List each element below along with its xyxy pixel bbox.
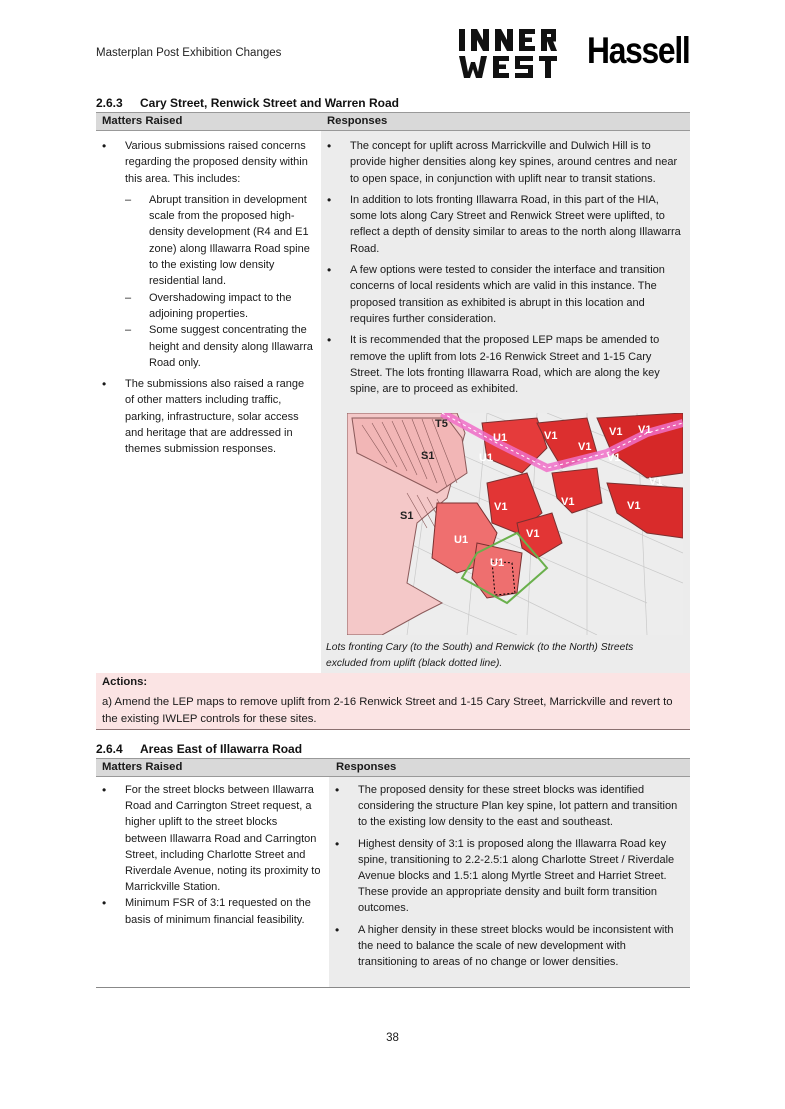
response-item: • A few options were tested to consider the interface and transition concerns of local residents which are valid in this instance. The proposed transition as exhibited is abrupt in this location and requires further consideration. (321, 262, 684, 327)
section-number: 2.6.4 (96, 742, 123, 756)
column-header-matters: Matters Raised (96, 113, 321, 131)
response-item: • In addition to lots fronting Illawarra Road, in this part of the HIA, some lots along Cary Street and Renwick Street were uplifted, to reflect a depth of density similar to areas to the north along Illawarra Road. (321, 192, 684, 257)
response-item: • The concept for uplift across Marrickville and Dulwich Hill is to provide higher densities along key spines, around centres and near to open space, in conjunction with uplift near to transit stations. (321, 138, 684, 187)
document-title: Masterplan Post Exhibition Changes (96, 47, 282, 59)
map-label-s1: S1 (400, 510, 414, 522)
matter-item (96, 138, 313, 371)
map-label-v1: V1 (607, 452, 621, 464)
section-heading-2-6-3 (96, 96, 399, 110)
hassell-logo: Hassell (587, 30, 690, 71)
matter-item: • Minimum FSR of 3:1 requested on the basis of minimum financial feasibility. (96, 895, 321, 927)
inner-west-logo (457, 26, 557, 80)
section-title: Cary Street, Renwick Street and Warren Road (140, 96, 399, 110)
column-header-responses: Responses (329, 759, 690, 777)
matters-cell (96, 777, 329, 988)
section-number: 2.6.3 (96, 96, 123, 110)
actions-heading: Actions: (102, 676, 148, 688)
map-label-u1: U1 (454, 534, 469, 546)
matters-responses-table-2 (96, 758, 690, 988)
map-label-v1: V1 (609, 426, 623, 438)
responses-cell (329, 777, 690, 988)
map-label-u1: U1 (493, 432, 508, 444)
map-label-s1: S1 (421, 450, 435, 462)
sub-item: – Overshadowing impact to the adjoining properties. (125, 290, 313, 323)
zoning-map (347, 413, 683, 635)
sub-item: – Abrupt transition in development scale from the proposed high-density development (R4 and E1 zone) along Illawarra Road spine to the existing low density residential land. (125, 192, 313, 290)
response-item: • It is recommended that the proposed LEP maps be amended to remove the uplift from lots 2-16 Renwick Street and 1-15 Cary Street. The lots fronting Illawarra Road, which are along the key spine, are to proceed as exhibited. (321, 332, 684, 397)
map-caption: Lots fronting Cary (to the South) and Renwick (to the North) Streets excluded from uplift (black dotted line). (326, 642, 634, 669)
map-label-v1: V1 (578, 441, 592, 453)
map-label-v1: V1 (561, 496, 575, 508)
section-title: Areas East of Illawarra Road (140, 742, 303, 756)
map-label-u1: U1 (490, 557, 505, 569)
matter-item: • The submissions also raised a range of other matters including traffic, parking, infrastructure, solar access and heritage that are addressed in themes submission responses. (96, 376, 313, 457)
map-label-t5: T5 (435, 418, 448, 430)
response-item: • The proposed density for these street blocks was identified considering the structure Plan key spine, lot pattern and transition to the existing low density to the east and southeast. (329, 782, 684, 831)
matter-item: • For the street blocks between Illawarra Road and Carrington Street request, a higher uplift to the street blocks between Illawarra Road and Carrington Street, including Charlotte Street and Riverdale Avenue, noting its proximity to Marrickville Station. (96, 782, 321, 895)
page-number: 38 (386, 1032, 399, 1044)
map-label-v1: V1 (638, 424, 652, 436)
map-label-u1: U1 (479, 452, 494, 464)
map-label-v1: V1 (649, 476, 663, 488)
matter-intro: Various submissions raised concerns regarding the proposed density within this area. This includes: (125, 140, 308, 185)
map-label-v1: V1 (526, 528, 540, 540)
column-header-matters: Matters Raised (96, 759, 329, 777)
response-item: • A higher density in these street blocks would be inconsistent with the need to balance the scale of new development with transitioning to areas of no change or lower densities. (329, 922, 684, 971)
sub-item: – Some suggest concentrating the height and density along Illawarra Road only. (125, 322, 313, 371)
map-label-v1: V1 (627, 500, 641, 512)
response-item: • Highest density of 3:1 is proposed along the Illawarra Road key spine, transitioning to 2.2-2.5:1 along Charlotte Street / Riverdale Avenue blocks and 1.5:1 along Myrtle Street and Harriet Street. These provide an appropriate density and built form transition outcomes. (329, 836, 684, 917)
section-heading-2-6-4 (96, 742, 302, 756)
matters-cell (96, 131, 321, 692)
actions-text: a) Amend the LEP maps to remove uplift from 2-16 Renwick Street and 1-15 Cary Street, Marrickville and revert to the existing IWLEP controls for these sites. (102, 696, 673, 725)
column-header-responses: Responses (321, 113, 690, 131)
map-label-v1: V1 (494, 501, 508, 513)
actions-box (96, 673, 690, 730)
map-label-v1: V1 (544, 430, 558, 442)
